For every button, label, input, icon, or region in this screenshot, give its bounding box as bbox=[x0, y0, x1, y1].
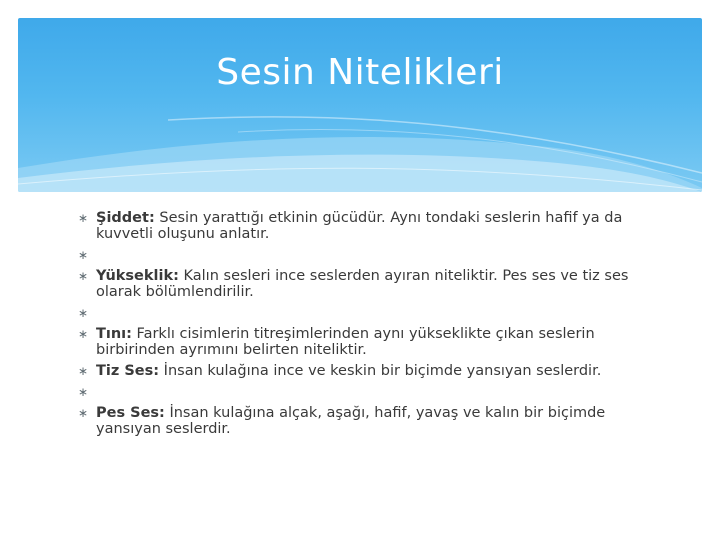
list-item-term: Tiz Ses: bbox=[96, 363, 160, 379]
title-banner bbox=[18, 18, 702, 192]
list-item bbox=[78, 363, 658, 379]
list-item bbox=[78, 384, 658, 400]
list-item bbox=[78, 247, 658, 263]
list-item bbox=[78, 210, 658, 242]
asterisk-bullet-icon: ∗ bbox=[78, 306, 89, 320]
list-item-term: Pes Ses: bbox=[96, 405, 165, 421]
list-item bbox=[78, 405, 658, 437]
bullet-list bbox=[78, 210, 658, 442]
list-item-text: İnsan kulağına ince ve keskin bir biçimde yansıyan seslerdir. bbox=[159, 363, 602, 379]
asterisk-bullet-icon: ∗ bbox=[78, 406, 89, 420]
list-item-text: Sesin yarattığı etkinin gücüdür. Aynı tondaki seslerin hafif ya da kuvvetli oluşunu anlatır. bbox=[96, 210, 623, 242]
list-item-text: İnsan kulağına alçak, aşağı, hafif, yavaş ve kalın bir biçimde yansıyan seslerdir. bbox=[96, 405, 606, 437]
asterisk-bullet-icon: ∗ bbox=[78, 248, 89, 262]
asterisk-bullet-icon: ∗ bbox=[78, 269, 89, 283]
list-item-text: Kalın sesleri ince seslerden ayıran niteliktir. Pes ses ve tiz ses olarak bölümlendirilir. bbox=[96, 268, 629, 300]
list-item-term: Şiddet: bbox=[96, 210, 155, 226]
banner-wave-decoration bbox=[18, 18, 702, 192]
asterisk-bullet-icon: ∗ bbox=[78, 364, 89, 378]
slide-title: Sesin Nitelikleri bbox=[216, 52, 504, 93]
list-item-term: Tını: bbox=[96, 326, 132, 342]
asterisk-bullet-icon: ∗ bbox=[78, 327, 89, 341]
list-item bbox=[78, 268, 658, 300]
list-item-text: Farklı cisimlerin titreşimlerinden aynı yükseklikte çıkan seslerin birbirinden ayrımını belirten niteliktir. bbox=[96, 326, 595, 358]
list-item bbox=[78, 326, 658, 358]
asterisk-bullet-icon: ∗ bbox=[78, 385, 89, 399]
asterisk-bullet-icon: ∗ bbox=[78, 211, 89, 225]
list-item bbox=[78, 305, 658, 321]
list-item-term: Yükseklik: bbox=[96, 268, 179, 284]
